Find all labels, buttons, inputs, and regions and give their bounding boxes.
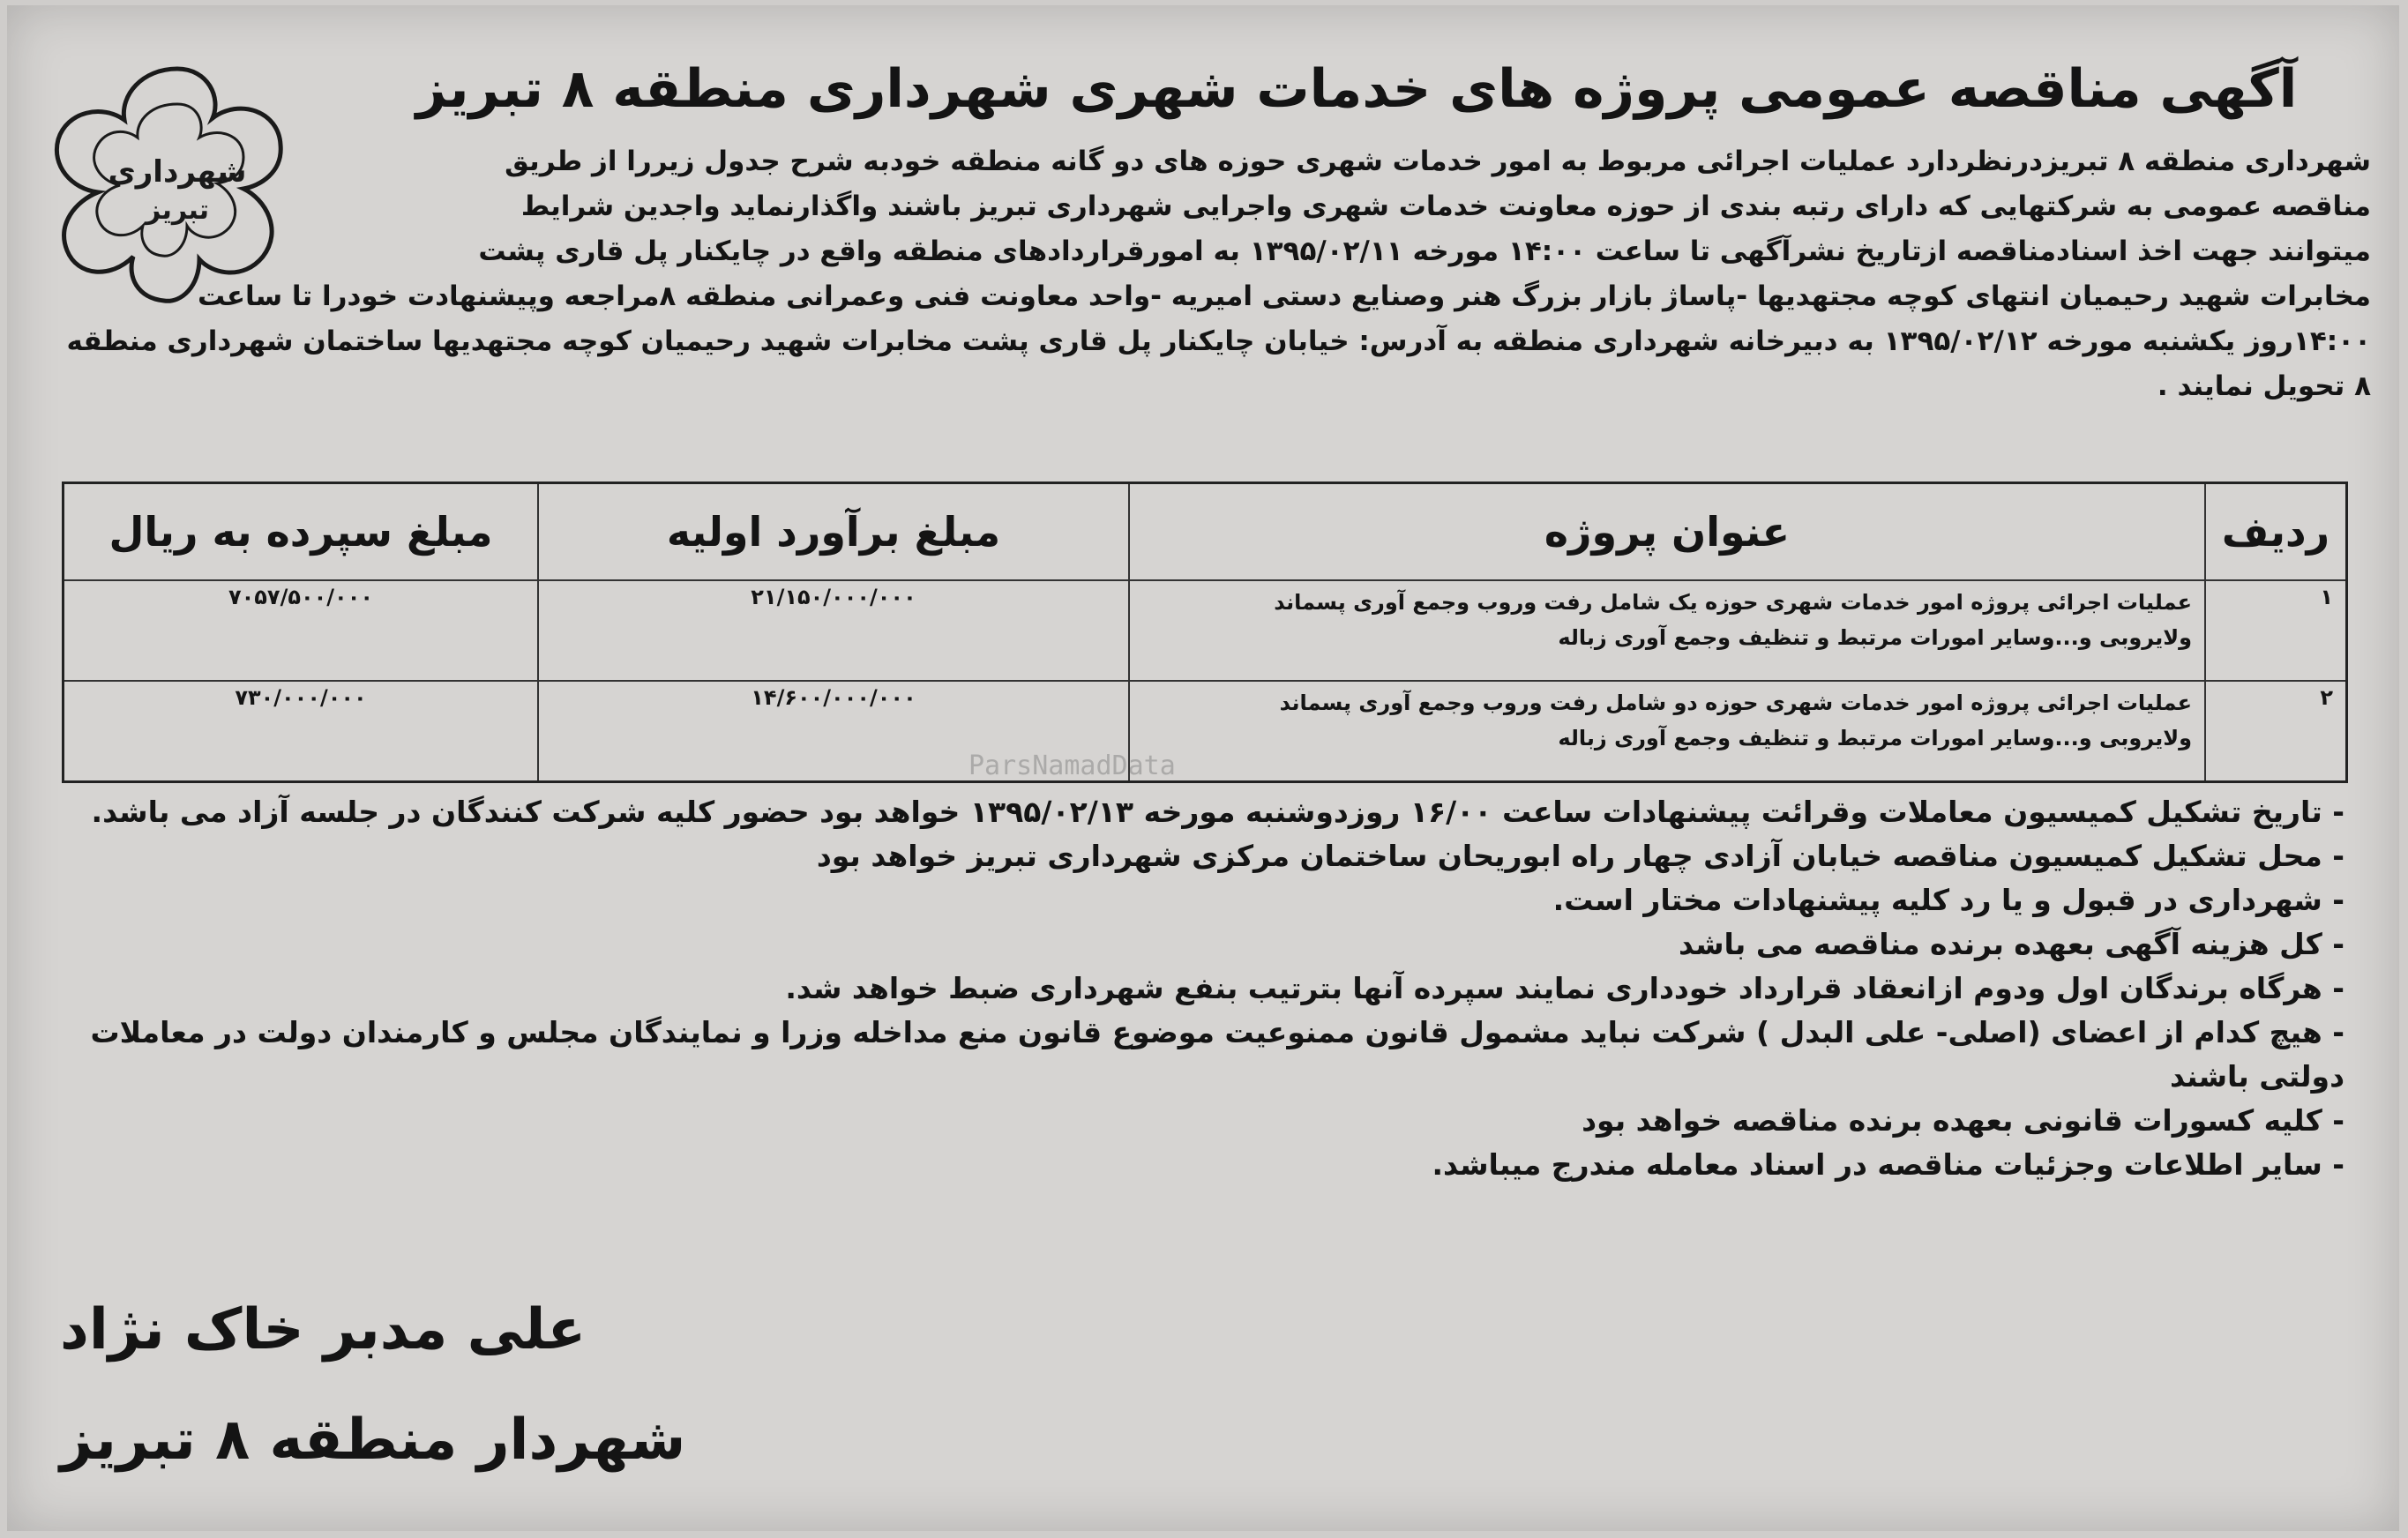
newspaper-clipping [7, 5, 2399, 1531]
intro-line: ۱۴:۰۰روز یکشنبه مورخه ۱۳۹۵/۰۲/۱۲ به دبیرخانه شهرداری منطقه به آدرس: خیابان چایکنار پل قاری پشت مخابرات شهید رحیمیان کوچه مجتهدیها ساختمان شهرداری منطقه [66, 325, 2371, 357]
signer-role: شهردار منطقه ۸ تبریز [60, 1407, 686, 1473]
intro-line: میتوانند جهت اخذ اسنادمناقصه ازتاریخ نشرآگهی تا ساعت ۱۴:۰۰ مورخه ۱۳۹۵/۰۲/۱۱ به امورقراردادهای منطقه واقع در چایکنار پل قاری پشت [478, 235, 2371, 267]
condition-item: - هرگاه برندگان اول ودوم ازانعقاد قرارداد خودداری نمایند سپرده آنها بترتیب بنفع شهرداری ضبط خواهد شد. [785, 971, 2344, 1005]
row-number: ۱ [2205, 580, 2347, 681]
row-number: ۲ [2205, 681, 2347, 782]
notice-title: آگهی مناقصه عمومی پروژه های خدمات شهری شهرداری منطقه ۸ تبریز [415, 58, 2298, 120]
initial-estimate: ۱۴/۶۰۰/۰۰۰/۰۰۰ [538, 681, 1129, 782]
header-initial-estimate: مبلغ برآورد اولیه [538, 483, 1129, 581]
intro-line: مناقصه عمومی به شرکتهایی که دارای رتبه بندی از حوزه معاونت خدمات شهری واجرایی شهرداری تبریز باشند واگذارنماید واجدین شرایط [520, 190, 2371, 222]
deposit-amount: ۷۳۰/۰۰۰/۰۰۰ [64, 681, 539, 782]
project-title-line: عملیات اجرائی پروژه امور خدمات شهری حوزه دو شامل رفت وروب وجمع آوری پسماند [1279, 690, 2192, 715]
signer-name: علی مدبر خاک نژاد [60, 1297, 587, 1363]
table-header-row [64, 483, 2347, 581]
projects-table [62, 482, 2348, 783]
project-title-line: ولایروبی و...وسایر امورات مرتبط و تنظیف وجمع آوری زباله [1558, 625, 2192, 650]
condition-item: - شهرداری در قبول و یا رد کلیه پیشنهادات مختار است. [1552, 883, 2344, 917]
conditions-list [51, 790, 2344, 1187]
initial-estimate: ۲۱/۱۵۰/۰۰۰/۰۰۰ [538, 580, 1129, 681]
notice-intro [51, 139, 2371, 409]
condition-item: - محل تشکیل کمیسیون مناقصه خیابان آزادی چهار راه ابوریحان ساختمان مرکزی شهرداری تبریز خواهد بود [816, 839, 2344, 873]
table-row [64, 681, 2347, 782]
intro-line: مخابرات شهید رحیمیان انتهای کوچه مجتهدیها -پاساژ بازار بزرگ هنر وصنایع دستی امیریه -واحد معاونت فنی وعمرانی منطقه ۸مراجعه وپیشنهادت خودرا تا ساعت [198, 280, 2371, 312]
condition-item: - تاریخ تشکیل کمیسیون معاملات وقرائت پیشنهادات ساعت ۱۶/۰۰ روزدوشنبه مورخه ۱۳۹۵/۰۲/۱۳ خواهد بود حضور کلیه شرکت کنندگان در جلسه آزاد می باشد. [91, 795, 2344, 829]
table-row [64, 580, 2347, 681]
project-title-line: عملیات اجرائی پروژه امور خدمات شهری حوزه یک شامل رفت وروب وجمع آوری پسماند [1274, 590, 2192, 615]
condition-item: - کل هزینه آگهی بعهده برنده مناقصه می باشد [1679, 927, 2344, 961]
header-row-number: ردیف [2205, 483, 2347, 581]
project-title [1129, 580, 2205, 681]
deposit-amount: ۷۰۵۷/۵۰۰/۰۰۰ [64, 580, 539, 681]
logo-text-line2: تبریز [145, 195, 210, 226]
watermark-text: ParsNamadData [968, 750, 1176, 781]
condition-item: - سایر اطلاعات وجزئیات مناقصه در اسناد معامله مندرج میباشد. [1432, 1147, 2344, 1182]
header-project-title: عنوان پروژه [1129, 483, 2205, 581]
condition-item: - کلیه کسورات قانونی بعهده برنده مناقصه خواهد بود [1582, 1103, 2344, 1138]
project-title [1129, 681, 2205, 782]
header-deposit-amount: مبلغ سپرده به ریال [64, 483, 539, 581]
condition-item: - هیچ کدام از اعضای (اصلی- علی البدل ) شرکت نباید مشمول قانون ممنوعیت موضوع قانون منع مداخله وزرا و نمایندگان مجلس و کارمندان دولت در معاملات دولتی باشند [90, 1015, 2344, 1094]
logo-text-line1: شهرداری [108, 154, 247, 190]
project-title-line: ولایروبی و...وسایر امورات مرتبط و تنظیف وجمع آوری زباله [1558, 725, 2192, 750]
intro-line: ۸ تحویل نمایند . [2157, 370, 2371, 402]
intro-line: شهرداری منطقه ۸ تبریزدرنظردارد عملیات اجرائی مربوط به امور خدمات شهری حوزه های دو گانه منطقه خودبه شرح جدول زیررا از طریق [505, 146, 2371, 177]
